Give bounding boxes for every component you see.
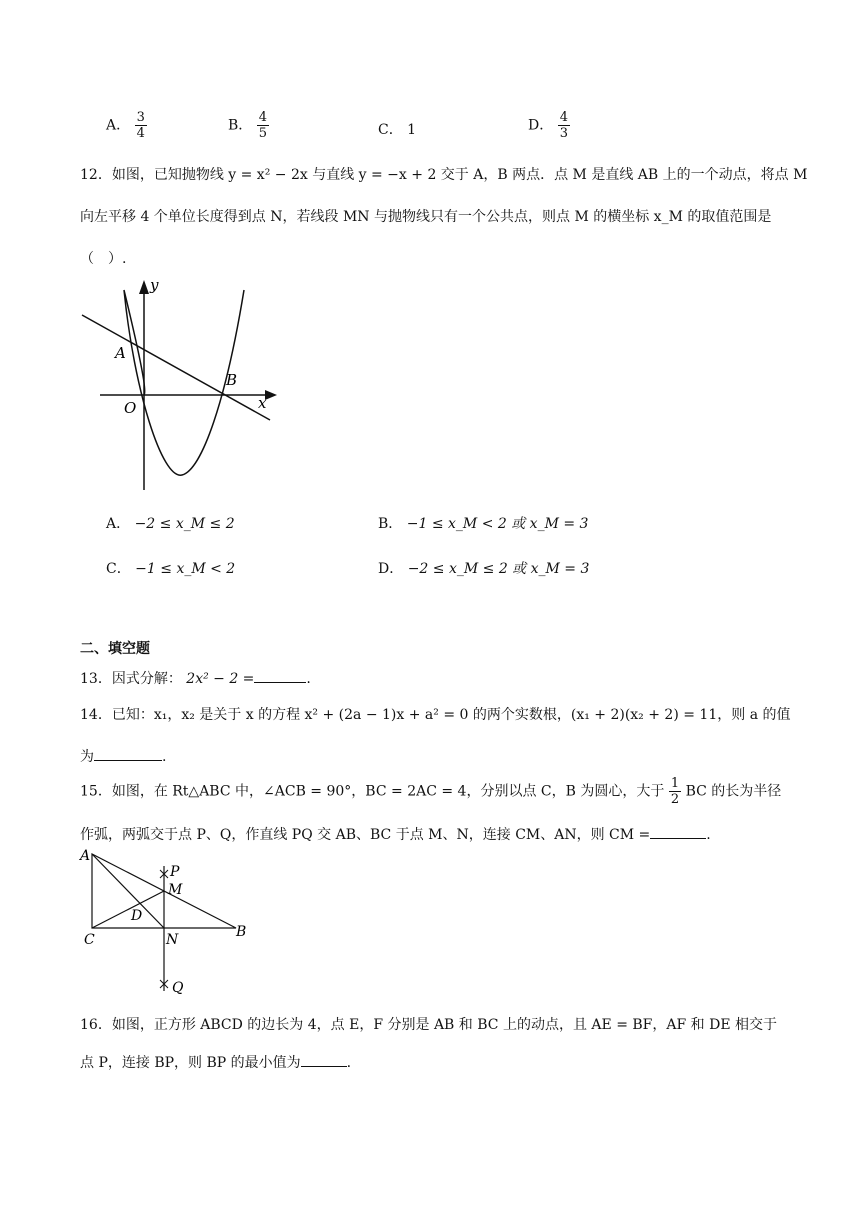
q15-line2 bbox=[80, 824, 711, 844]
section-title: 二、填空题 bbox=[80, 641, 150, 657]
option-label: B． bbox=[378, 516, 403, 532]
answer-blank bbox=[650, 824, 706, 839]
q12-figure bbox=[70, 270, 290, 495]
answer-blank bbox=[94, 746, 162, 761]
option-label: D． bbox=[528, 117, 554, 134]
fraction-denominator: 2 bbox=[670, 792, 680, 807]
answer-blank bbox=[254, 668, 306, 683]
label-P: P bbox=[170, 864, 180, 880]
fraction-denominator: 3 bbox=[559, 126, 568, 141]
y-axis-arrow bbox=[139, 280, 149, 294]
fraction bbox=[558, 110, 570, 141]
q16-line2-suffix: . bbox=[346, 1055, 352, 1071]
q13 bbox=[80, 668, 311, 688]
label-O: O bbox=[124, 399, 137, 417]
fraction-denominator: 5 bbox=[258, 126, 268, 141]
option-label: C． bbox=[106, 561, 131, 577]
q13-expression: 2x² − 2 = bbox=[186, 671, 255, 687]
q11-option-b bbox=[228, 110, 269, 141]
q14-line2 bbox=[80, 746, 166, 766]
q12-option-d bbox=[378, 558, 589, 578]
label-C: C bbox=[84, 932, 95, 948]
segment-cm bbox=[92, 891, 164, 928]
fraction bbox=[257, 110, 269, 141]
q12-stem-line2: 向左平移 4 个单位长度得到点 N，若线段 MN 与抛物线只有一个公共点，则点 M 的横坐标 x_M 的取值范围是 bbox=[80, 209, 772, 225]
label-B: B bbox=[226, 371, 238, 389]
q11-option-a bbox=[106, 110, 147, 141]
straight-line bbox=[82, 315, 270, 420]
segment-an bbox=[92, 854, 164, 928]
q12-option-a bbox=[106, 513, 235, 533]
option-value: 1 bbox=[407, 122, 417, 138]
label-N: N bbox=[166, 932, 179, 948]
label-M: M bbox=[168, 882, 183, 898]
answer-blank bbox=[301, 1052, 347, 1067]
label-Q: Q bbox=[172, 980, 184, 996]
q14-line1: 14．已知：x₁，x₂ 是关于 x 的方程 x² + (2a − 1)x + a² = 0 的两个实数根，(x₁ + 2)(x₂ + 2) = 11，则 a 的值 bbox=[80, 707, 791, 723]
q11-option-d bbox=[528, 110, 570, 141]
option-value: −1 ≤ x_M < 2 或 x_M = 3 bbox=[406, 516, 589, 532]
fraction-numerator: 4 bbox=[559, 110, 568, 125]
option-label: A． bbox=[106, 117, 131, 134]
q12-option-b bbox=[378, 513, 588, 533]
fraction bbox=[135, 110, 147, 141]
option-label: D． bbox=[378, 561, 404, 577]
q16-line2 bbox=[80, 1052, 351, 1072]
q15-line2-prefix: 作弧，两弧交于点 P、Q，作直线 PQ 交 AB、BC 于点 M、N，连接 CM、AN，则 CM = bbox=[80, 827, 651, 843]
q16-line1: 16．如图，正方形 ABCD 的边长为 4，点 E，F 分别是 AB 和 BC 上的动点，且 AE = BF，AF 和 DE 相交于 bbox=[80, 1017, 777, 1033]
label-y: y bbox=[150, 276, 159, 294]
fraction-numerator: 1 bbox=[670, 776, 680, 791]
fraction-numerator: 4 bbox=[258, 110, 268, 125]
option-value: −1 ≤ x_M < 2 bbox=[135, 561, 236, 577]
x-axis-arrow bbox=[265, 390, 277, 400]
fraction-half bbox=[669, 776, 681, 807]
fraction-numerator: 3 bbox=[136, 110, 145, 125]
q15-figure bbox=[76, 846, 256, 1004]
q15-line1 bbox=[80, 776, 781, 807]
fraction-denominator: 4 bbox=[136, 126, 145, 141]
label-A: A bbox=[115, 344, 126, 362]
option-label: C． bbox=[378, 122, 403, 138]
q16-line2-prefix: 点 P，连接 BP，则 BP 的最小值为 bbox=[80, 1055, 301, 1071]
q13-prefix: 13．因式分解： bbox=[80, 671, 182, 687]
q12-stem-line3: （ ）. bbox=[80, 251, 127, 267]
q15-line2-suffix: . bbox=[706, 827, 711, 843]
option-value: −2 ≤ x_M ≤ 2 或 x_M = 3 bbox=[407, 561, 590, 577]
q12-stem-line1: 12．如图，已知抛物线 y = x² − 2x 与直线 y = −x + 2 交于 A，B 两点．点 M 是直线 AB 上的一个动点，将点 M bbox=[80, 167, 808, 183]
option-label: B． bbox=[228, 117, 253, 134]
label-D: D bbox=[131, 908, 143, 924]
option-label: A． bbox=[106, 516, 131, 532]
q12-option-c bbox=[106, 558, 235, 578]
q11-option-c bbox=[378, 119, 416, 139]
q14-line2-suffix: . bbox=[162, 749, 167, 765]
q14-line2-prefix: 为 bbox=[80, 749, 94, 765]
option-value: −2 ≤ x_M ≤ 2 bbox=[134, 516, 235, 532]
q15-line1-a: 15．如图，在 Rt△ABC 中，∠ACB = 90°，BC = 2AC = 4，分别以点 C，B 为圆心，大于 bbox=[80, 783, 665, 800]
label-x: x bbox=[258, 394, 267, 412]
label-A: A bbox=[80, 848, 91, 864]
q15-line1-b: BC 的长为半径 bbox=[685, 783, 782, 800]
label-B: B bbox=[236, 924, 247, 940]
q13-suffix: . bbox=[306, 671, 311, 687]
